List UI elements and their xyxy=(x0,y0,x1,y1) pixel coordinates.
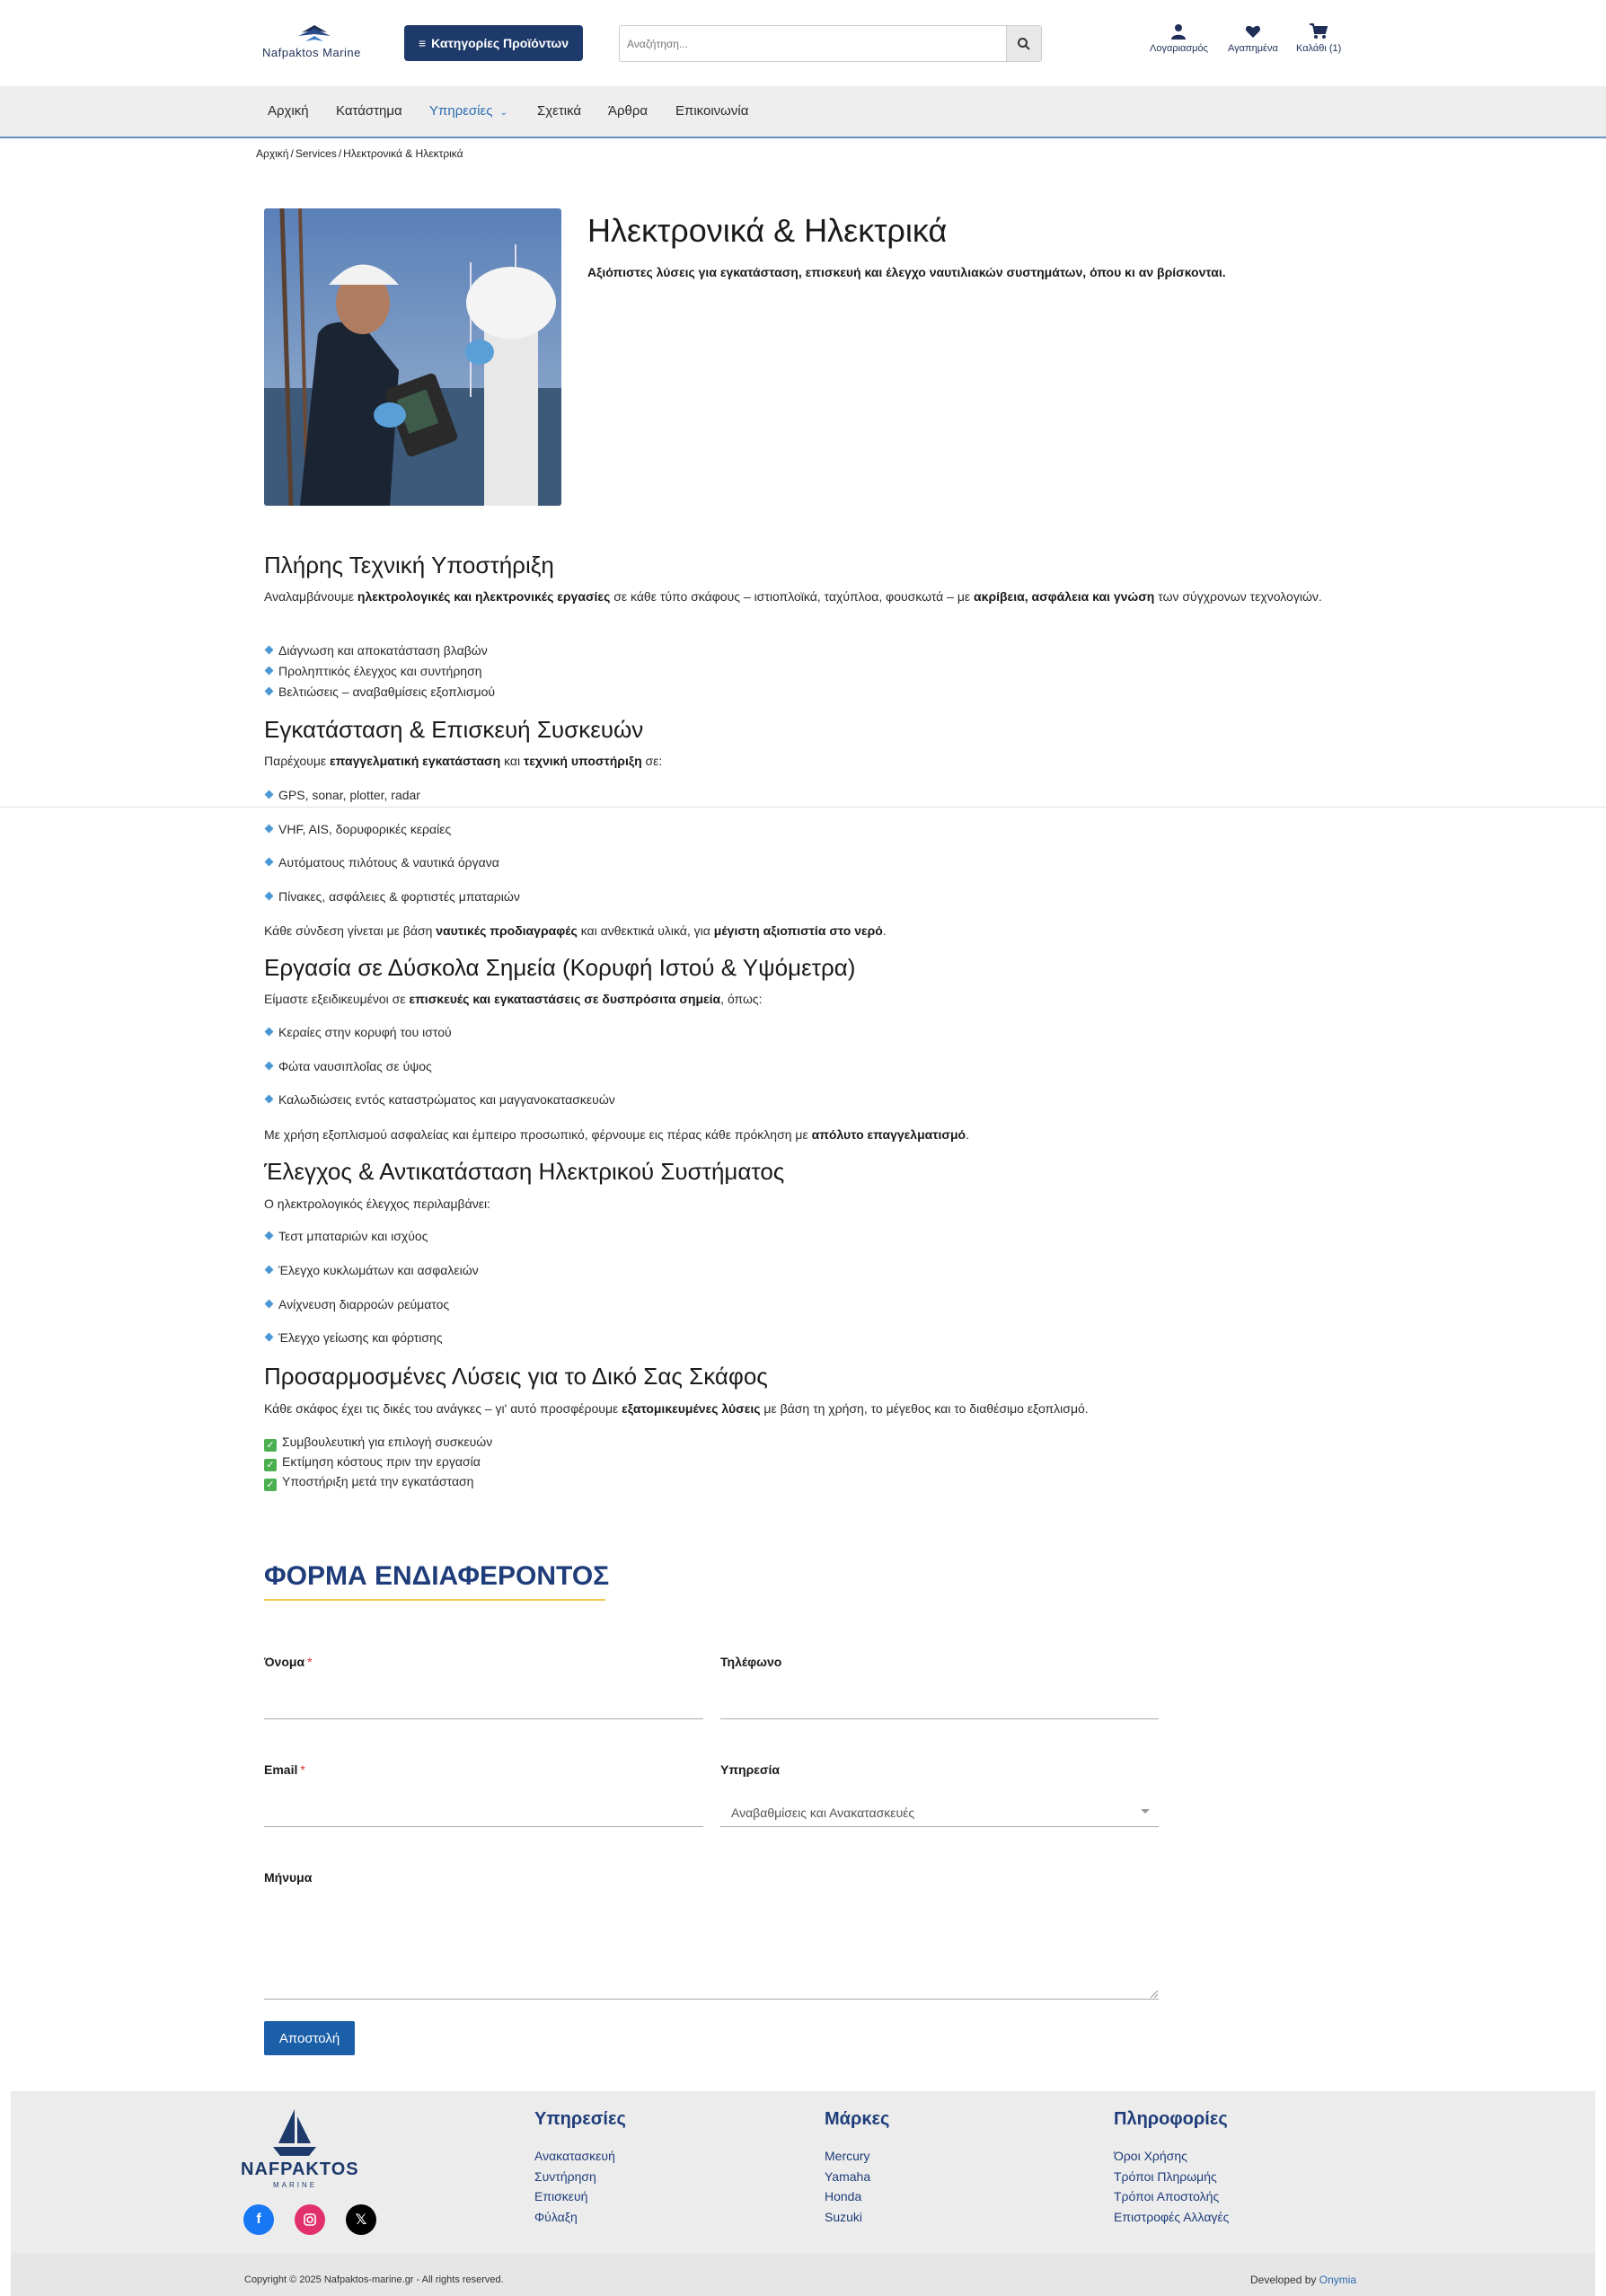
footer-logo-text: NAFPAKTOS xyxy=(241,2159,359,2179)
account-link[interactable] xyxy=(1150,23,1208,54)
form-title: ΦΟΡΜΑ ΕΝΔΙΑΦΕΡΟΝΤΟΣ xyxy=(264,1561,610,1591)
email-label-text: Email xyxy=(264,1762,298,1777)
list-item xyxy=(266,1263,479,1277)
footer-col-info-title: Πληροφορίες xyxy=(1114,2109,1228,2129)
checkmark-icon: ✓ xyxy=(264,1439,277,1452)
breadcrumb-home[interactable]: Αρχική xyxy=(256,147,289,160)
diamond-bullet-icon xyxy=(265,790,274,799)
footer-link[interactable]: Τρόποι Αποστολής xyxy=(1114,2189,1220,2203)
text-fragment: σε κάθε τύπο σκάφους – ιστιοπλοϊκά, ταχύπλοα, φουσκωτά – με xyxy=(610,589,975,604)
cart-link[interactable] xyxy=(1296,23,1341,54)
nav-item-about[interactable]: Σχετικά xyxy=(537,103,582,119)
nav-item-home[interactable]: Αρχική xyxy=(268,103,309,119)
text-bold: επισκευές και εγκαταστάσεις σε δυσπρόσιτα σημεία xyxy=(409,992,721,1006)
list-item xyxy=(264,1474,473,1491)
section-text-heights xyxy=(264,989,763,1009)
footer-link[interactable]: Suzuki xyxy=(825,2210,863,2224)
diamond-bullet-icon xyxy=(265,1232,274,1241)
message-field[interactable] xyxy=(264,1903,1159,2000)
search-box xyxy=(619,25,1042,62)
text-bold: ναυτικές προδιαγραφές xyxy=(436,923,578,938)
favorites-link[interactable] xyxy=(1228,23,1278,54)
site-header xyxy=(0,0,1606,86)
categories-button[interactable] xyxy=(404,25,583,61)
list-item xyxy=(266,1059,432,1073)
breadcrumb-current: Ηλεκτρονικά & Ηλεκτρικά xyxy=(343,147,463,160)
cart-icon xyxy=(1310,23,1328,40)
section-text-installation xyxy=(264,751,662,771)
section-title-installation: Εγκατάσταση & Επισκευή Συσκευών xyxy=(264,716,644,743)
footer-link[interactable]: Τρόποι Πληρωμής xyxy=(1114,2169,1217,2184)
favorites-label: Αγαπημένα xyxy=(1228,43,1278,54)
footer-logo-subtext: MARINE xyxy=(273,2181,318,2189)
footer-link[interactable]: Συντήρηση xyxy=(534,2169,596,2184)
copyright-text: Copyright © 2025 Nafpaktos-marine.gr - All rights reserved. xyxy=(244,2274,504,2285)
developed-by-text: Developed by xyxy=(1250,2274,1317,2286)
text-bold: μέγιστη αξιοπιστία στο νερό xyxy=(713,923,883,938)
site-footer xyxy=(11,2091,1595,2296)
nav-item-articles[interactable]: Άρθρα xyxy=(608,103,649,119)
list-item xyxy=(264,1435,492,1452)
diamond-bullet-icon xyxy=(265,1062,274,1071)
text-bold: απόλυτο επαγγελματισμό xyxy=(811,1127,966,1142)
cart-label: Καλάθι (1) xyxy=(1296,43,1342,54)
footer-link[interactable]: Mercury xyxy=(825,2149,870,2163)
diamond-bullet-icon xyxy=(265,825,274,834)
list-item xyxy=(266,643,488,658)
diamond-bullet-icon xyxy=(265,1266,274,1275)
developer-link[interactable]: Onymia xyxy=(1319,2274,1357,2286)
text-bold: ηλεκτρολογικές και ηλεκτρονικές εργασίες xyxy=(357,589,611,604)
diamond-bullet-icon xyxy=(265,1333,274,1342)
list-item-text: VHF, AIS, δορυφορικές κεραίες xyxy=(278,822,452,836)
required-mark: * xyxy=(307,1655,313,1669)
list-item-text: Προληπτικός έλεγχος και συντήρηση xyxy=(278,664,482,678)
email-label xyxy=(264,1762,305,1777)
footer-link[interactable]: Φύλαξη xyxy=(534,2210,578,2224)
logo-text: Nafpaktos Marine xyxy=(262,46,361,59)
name-field[interactable] xyxy=(264,1692,703,1719)
developer-credit xyxy=(1250,2274,1356,2286)
instagram-icon[interactable] xyxy=(295,2204,325,2235)
list-item xyxy=(266,1092,615,1107)
footer-link[interactable]: Επισκευή xyxy=(534,2189,588,2203)
list-item xyxy=(264,1454,481,1471)
footer-link[interactable]: Επιστροφές Αλλαγές xyxy=(1114,2210,1230,2224)
list-item xyxy=(266,664,482,678)
list-item xyxy=(266,1229,428,1243)
footer-col-brands-title: Μάρκες xyxy=(825,2109,890,2129)
footer-link[interactable]: Honda xyxy=(825,2189,862,2203)
divider xyxy=(0,807,1606,808)
list-item-text: Πίνακες, ασφάλειες & φορτιστές μπαταριών xyxy=(278,889,520,904)
list-item-text: Τεστ μπαταριών και ισχύος xyxy=(278,1229,428,1243)
diamond-bullet-icon xyxy=(265,667,274,676)
page-title: Ηλεκτρονικά & Ηλεκτρικά xyxy=(587,212,948,249)
main-nav xyxy=(0,86,1606,138)
menu-icon: ≡ xyxy=(418,36,427,50)
breadcrumb-services[interactable]: Services xyxy=(295,147,337,160)
list-item-text: Φώτα ναυσιπλοΐας σε ύψος xyxy=(278,1059,432,1073)
text-bold: επαγγελματική εγκατάσταση xyxy=(330,754,501,768)
text-fragment: . xyxy=(882,923,887,938)
list-item xyxy=(266,1025,452,1039)
nav-item-shop[interactable]: Κατάστημα xyxy=(336,103,402,119)
section-title-custom: Προσαρμοσμένες Λύσεις για το Δικό Σας Σκάφος xyxy=(264,1363,768,1390)
nav-item-services-label: Υπηρεσίες xyxy=(429,103,493,119)
list-item xyxy=(266,684,495,699)
service-label: Υπηρεσία xyxy=(720,1762,780,1777)
search-icon xyxy=(1017,37,1031,51)
text-fragment: και ανθεκτικά υλικά, για xyxy=(577,923,714,938)
text-fragment: . xyxy=(966,1127,969,1142)
chevron-down-icon: ⌄ xyxy=(499,108,507,118)
text-fragment: , όπως: xyxy=(720,992,763,1006)
name-label xyxy=(264,1655,313,1669)
checkmark-icon: ✓ xyxy=(264,1459,277,1471)
checkmark-icon: ✓ xyxy=(264,1479,277,1491)
text-fragment: Αναλαμβάνουμε xyxy=(264,589,357,604)
list-item xyxy=(266,1330,443,1345)
phone-label: Τηλέφωνο xyxy=(720,1655,782,1669)
footer-col-services-title: Υπηρεσίες xyxy=(534,2109,626,2129)
diamond-bullet-icon xyxy=(265,1095,274,1104)
text-fragment: σε: xyxy=(641,754,663,768)
caret-down-icon xyxy=(1141,1809,1150,1814)
service-select[interactable] xyxy=(720,1800,1159,1827)
facebook-icon[interactable]: f xyxy=(243,2204,274,2235)
x-twitter-icon[interactable]: 𝕏 xyxy=(346,2204,376,2235)
text-fragment: και xyxy=(500,754,524,768)
email-field[interactable] xyxy=(264,1800,703,1827)
list-item-text: Κεραίες στην κορυφή του ιστού xyxy=(278,1025,452,1039)
resize-grip-icon[interactable] xyxy=(1150,1990,1159,1999)
search-button[interactable] xyxy=(1006,26,1041,61)
footer-link[interactable]: Ανακατασκευή xyxy=(534,2149,615,2163)
text-fragment: Κάθε σκάφος έχει τις δικές του ανάγκες – γι' αυτό προσφέρουμε xyxy=(264,1401,622,1416)
section-title-electrical: Έλεγχος & Αντικατάσταση Ηλεκτρικού Συστήματος xyxy=(264,1158,785,1185)
hero-image xyxy=(264,208,561,506)
site-logo[interactable] xyxy=(262,23,370,63)
section-text-electrical: Ο ηλεκτρολογικός έλεγχος περιλαμβάνει: xyxy=(264,1197,490,1211)
list-item-text: Έλεγχο κυκλωμάτων και ασφαλειών xyxy=(278,1263,479,1277)
diamond-bullet-icon xyxy=(265,1300,274,1309)
page-subtitle: Αξιόπιστες λύσεις για εγκατάσταση, επισκευή και έλεγχο ναυτιλιακών συστημάτων, όπου κι αν βρίσκονται. xyxy=(587,265,1226,279)
message-label: Μήνυμα xyxy=(264,1870,313,1885)
form-title-underline xyxy=(264,1599,605,1601)
list-item-text: Καλωδιώσεις εντός καταστρώματος και μαγγανοκατασκευών xyxy=(278,1092,615,1107)
list-item-text: Αυτόματους πιλότους & ναυτικά όργανα xyxy=(278,855,499,870)
text-fragment: με βάση τη χρήση, το μέγεθος και το διαθέσιμο εξοπλισμό. xyxy=(760,1401,1089,1416)
diamond-bullet-icon xyxy=(265,687,274,696)
text-fragment: Με χρήση εξοπλισμού ασφαλείας και έμπειρο προσωπικό, φέρνουμε εις πέρας κάθε πρόκληση με xyxy=(264,1127,812,1142)
sailboat-logo-icon xyxy=(268,2107,322,2158)
diamond-bullet-icon xyxy=(265,892,274,901)
section-note-heights xyxy=(264,1125,969,1144)
text-fragment: Κάθε σύνδεση γίνεται με βάση xyxy=(264,923,437,938)
list-item-text: Ανίχνευση διαρροών ρεύματος xyxy=(278,1297,450,1311)
footer-logo[interactable] xyxy=(241,2107,357,2197)
diamond-bullet-icon xyxy=(265,858,274,867)
list-item xyxy=(266,822,451,836)
account-label: Λογαριασμός xyxy=(1150,43,1208,54)
categories-button-label: Κατηγορίες Προϊόντων xyxy=(431,36,569,50)
user-icon xyxy=(1170,23,1187,40)
text-fragment: Είμαστε εξειδικευμένοι σε xyxy=(264,992,410,1006)
footer-link[interactable]: Yamaha xyxy=(825,2169,871,2184)
list-item xyxy=(266,855,499,870)
required-mark: * xyxy=(300,1762,305,1777)
list-item-text: Διάγνωση και αποκατάσταση βλαβών xyxy=(278,643,488,658)
text-bold: τεχνική υποστήριξη xyxy=(524,754,642,768)
footer-link[interactable]: Όροι Χρήσης xyxy=(1114,2149,1187,2163)
section-text-support xyxy=(264,587,1342,606)
text-bold: εξατομικευμένες λύσεις xyxy=(622,1401,761,1416)
text-fragment: των σύγχρονων τεχνολογιών. xyxy=(1154,589,1322,604)
list-item-text: Βελτιώσεις – αναβαθμίσεις εξοπλισμού xyxy=(278,684,496,699)
nav-item-services[interactable] xyxy=(429,103,507,119)
nav-item-contact[interactable]: Επικοινωνία xyxy=(675,103,749,119)
list-item-text: Συμβουλευτική για επιλογή συσκευών xyxy=(282,1435,493,1449)
heart-icon xyxy=(1245,23,1261,40)
list-item xyxy=(266,889,520,904)
name-label-text: Όνομα xyxy=(264,1655,305,1669)
diamond-bullet-icon xyxy=(265,646,274,655)
breadcrumb: Αρχική / Services / Ηλεκτρονικά & Ηλεκτρικά xyxy=(256,147,463,160)
list-item-text: Έλεγχο γείωσης και φόρτισης xyxy=(278,1330,443,1345)
list-item-text: GPS, sonar, plotter, radar xyxy=(278,788,420,802)
diamond-bullet-icon xyxy=(265,1028,274,1037)
submit-button[interactable]: Αποστολή xyxy=(264,2021,355,2055)
list-item-text: Υποστήριξη μετά την εγκατάσταση xyxy=(282,1474,474,1488)
list-item xyxy=(266,1297,449,1311)
phone-field[interactable] xyxy=(720,1692,1159,1719)
list-item xyxy=(266,788,420,802)
section-title-support: Πλήρης Τεχνική Υποστήριξη xyxy=(264,552,554,578)
search-input[interactable] xyxy=(620,26,1006,61)
section-note-installation xyxy=(264,921,887,940)
list-item-text: Εκτίμηση κόστους πριν την εργασία xyxy=(282,1454,481,1469)
text-fragment: Παρέχουμε xyxy=(264,754,331,768)
text-bold: ακρίβεια, ασφάλεια και γνώση xyxy=(974,589,1155,604)
service-select-value: Αναβαθμίσεις και Ανακατασκευές xyxy=(731,1806,915,1820)
logo-mark-icon xyxy=(262,23,370,47)
section-text-custom xyxy=(264,1399,1089,1418)
section-title-heights: Εργασία σε Δύσκολα Σημεία (Κορυφή Ιστού & Υψόμετρα) xyxy=(264,954,856,981)
